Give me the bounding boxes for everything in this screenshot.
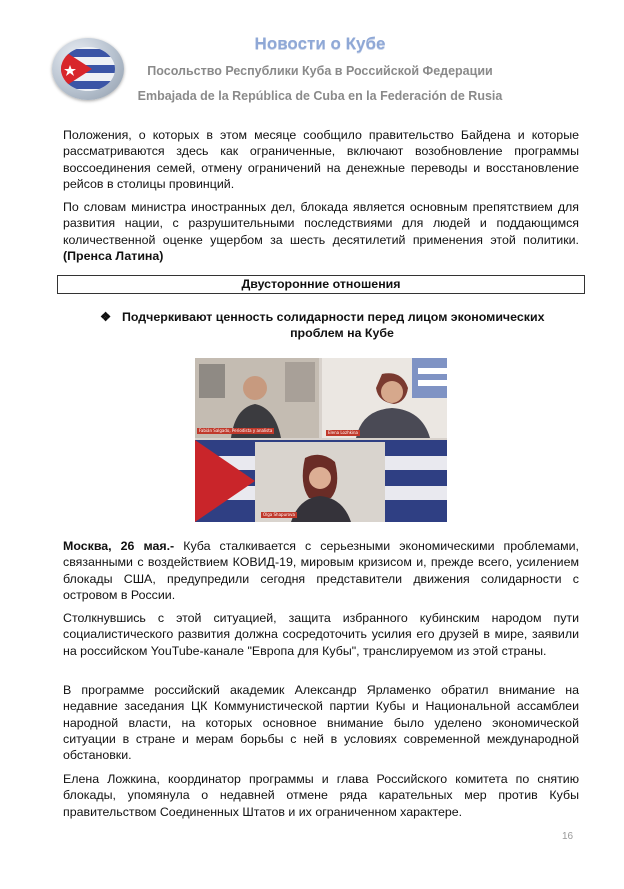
participant-tile (195, 440, 447, 522)
paragraph-text: Куба сталкивается с серьезными экономическими проблемами, связанными с воздействием КОВИД-19, мировым кризисом и, прежде всего, усилением блокады США, предупредили сегодня представители движения солидарности с островом в России. (63, 539, 579, 602)
paragraph: Елена Ложкина, координатор программы и глава Российского комитета по снятию блокады, упомянула о недавней отмене ряда карательных мер против Кубы правительством Соединенных Штатов и их ограниченном характере. (63, 772, 579, 819)
paragraph: Положения, о которых в этом месяце сообщило правительство Байдена и которые рассматриваются здесь как ограниченные, включают возобновление программы воссоединения семей, отмену ограничений на денежные переводы и восстановление рейсов в столицы провинций. (63, 128, 579, 191)
paragraph: В программе российский академик Александр Ярламенко обратил внимание на недавние заседания ЦК Коммунистической партии Кубы и Национальной ассамблеи народной власти, на которых основное внимание было уделено экономической ситуации в стране и мерам борьбы с ней в условиях современной международной обстановки. (63, 683, 579, 763)
participant-tile (195, 358, 319, 438)
cuba-flag-logo (52, 38, 124, 100)
participant-label: Olga Shapurova (263, 512, 295, 517)
participant-label: Elena Lozhkina (328, 430, 359, 435)
paragraph (63, 199, 579, 264)
headline-line: Подчеркивают ценность солидарности перед лицом экономических (122, 310, 545, 324)
embassy-name-es: Embajada de la República de Cuba en la Federación de Rusia (137, 89, 503, 103)
participant-tile (322, 358, 447, 438)
newsletter-title: Новости о Кубе (254, 34, 386, 53)
paragraph: Столкнувшись с этой ситуацией, защита избранного кубинским народом пути социалистического развития должна сосредоточить усилия его друзей в мире, заявили на российском YouTube-канале "Европа для Кубы", транслируемом из этой страны. (63, 611, 579, 658)
page-number: 16 (562, 831, 574, 842)
paragraph-text: По словам министра иностранных дел, блокада является основным препятствием для развития нации, с разрушительными последствиями для людей и поддающимся количественной оценке ущербом за шесть десятилетий применения этой политики. (63, 200, 579, 247)
source-tag: (Пренса Латина) (63, 248, 164, 263)
dateline: Москва, 26 мая.- (63, 539, 175, 553)
headline-line: проблем на Кубе (290, 326, 394, 340)
participant-label: Fabián Salgado, Periodista y analista (199, 428, 273, 433)
diamond-bullet-icon: ❖ (100, 310, 112, 324)
section-heading: Двусторонние отношения (57, 275, 585, 294)
embassy-name-ru: Посольство Республики Куба в Российской Федерации (147, 64, 493, 78)
paragraph (63, 538, 579, 603)
video-conference-photo (195, 358, 447, 522)
